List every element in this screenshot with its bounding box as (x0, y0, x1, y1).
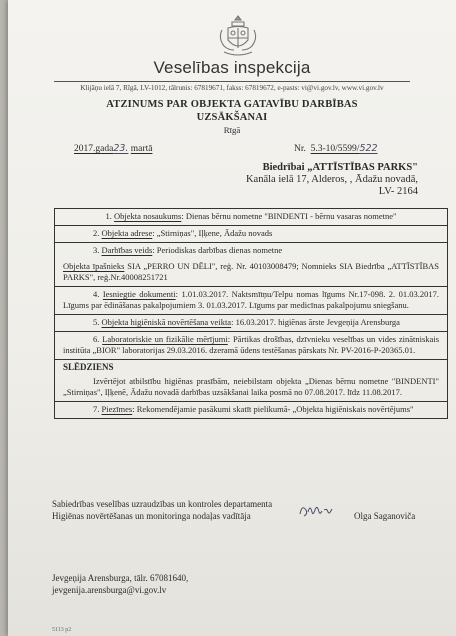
date-day-handwritten: 23. (113, 143, 129, 154)
document-title-line1: ATZINUMS PAR OBJEKTA GATAVĪBU DARBĪBAS (106, 99, 358, 110)
object-address-value: : „Stirniņas", Iļķene, Ādažu novads (152, 228, 273, 238)
recipient-address-line1: Kanāla ielā 17, Alderos, , Ādažu novadā, (245, 174, 418, 185)
number-handwritten: 522 (359, 143, 378, 154)
conclusion-text: Izvērtējot atbilstību higiēnas prasībām, neiebilstam objekta „Dienas bērnu nometne "BINDENTI" „Stirniņas", Iļķenē, Ādažu novadā darbības uzsākšanai laika posmā no 07.08.2017. līdz 11.08.2017. (63, 376, 439, 397)
recipient-address-line2: LV- 2164 (378, 186, 418, 197)
document-page (8, 0, 456, 636)
number-printed: 5.3-10/5599/ (310, 144, 360, 154)
submitted-documents-value: : 1.01.03.2017. Naktsmītņu/Telpu nomas līgums Nr.17-098. 2. 01.03.2017. Līgums par ēdināšanas pakalpojumiem 3. 01.03.2017. Līgums par medicīnas pakalpojumu sniegšanu. (63, 289, 439, 310)
department-line1: Sabiedrības veselības uzraudzības un kontroles departamenta (52, 499, 273, 509)
document-city: Rīgā (223, 125, 241, 135)
object-address-label: Objekta adrese (101, 228, 153, 238)
document-date (74, 143, 152, 154)
activity-type-label: Darbības veids (101, 245, 153, 255)
signatory-name: Olga Saganoviča (354, 511, 416, 521)
row-activity-type: 3. Darbības veids: Periodiskas darbības dienas nometne (93, 245, 283, 255)
object-name-label: Objekta nosaukums (114, 211, 182, 221)
document-number (294, 143, 378, 154)
activity-type-value: : Periodiskas darbības dienas nometne (152, 245, 283, 255)
recipient-block (246, 162, 418, 198)
object-owner-label: Objekta īpašnieks (63, 261, 125, 271)
notes-value: : Rekomendējamie pasākumi skatīt pielikumā- „Objekta higiēniskais novērtējums" (132, 404, 414, 414)
institution-name: Veselības inspekcija (153, 58, 311, 77)
handwritten-signature-icon (296, 500, 344, 520)
object-name-value: : Dienas bērnu nometne "BINDENTI - bērnu vasaras nometne" (181, 211, 397, 221)
hygiene-assessment-value: : 16.03.2017. higiēnas ārste Jevgeņija Arensburga (231, 317, 400, 327)
row-object-address: 2. Objekta adrese: „Stirniņas", Iļķene, Ādažu novads (55, 226, 447, 243)
submitted-documents-label: Iesniegtie dokumenti (102, 289, 176, 299)
notes-label: Piezīmes (101, 404, 133, 414)
signatory-department (52, 498, 272, 522)
recipient-name: Biedrībai „ATTĪSTĪBAS PARKS" (262, 162, 418, 173)
row-submitted-documents: 4. Iesniegtie dokumenti: 1.01.03.2017. Naktsmītņu/Telpu nomas līgums Nr.17-098. 2. 01.03.2017. Līgums par ēdināšanas pakalpojumiem 3. 01.03.2017. Līgums par medicīnas pakalpojumu sniegšanu. (55, 287, 447, 315)
contact-email: jevgenija.arensburga@vi.gov.lv (52, 585, 167, 595)
date-month: martā (130, 144, 153, 154)
contact-line1: Jevgeņija Arensburga, tālr. 67081640, (52, 573, 189, 583)
row-notes: 7. Piezīmes: Rekomendējamie pasākumi skatīt pielikumā- „Objekta higiēniskais novērtējums" (55, 402, 447, 419)
details-table (54, 208, 448, 419)
document-title-line2: UZSĀKŠANAI (196, 112, 268, 123)
row-lab-measurements: 6. Laboratoriskie un fizikālie mērījumi: Pārtikas drošības, dzīvnieku veselības un vides zinātniskais institūta „BIOR" laboratorijas 29.03.2016. dzeramā ūdens testēšanas pārskats Nr. PV-2016-P-20365.01. (55, 332, 447, 360)
row-object-owner (55, 259, 447, 287)
coat-of-arms-icon (214, 12, 262, 60)
conclusion-heading: SLĒDZIENS (63, 362, 114, 372)
department-line2: Higiēnas novērtēšanas un monitoringa nodaļas vadītāja (52, 511, 251, 521)
contact-person (52, 572, 188, 596)
row-object-name: 1. Objekta nosaukums: Dienas bērnu nometne "BINDENTI - bērnu vasaras nometne" (55, 209, 447, 226)
hygiene-assessment-label: Objekta higiēniskā novērtēšana veikta (101, 317, 232, 327)
number-label: Nr. (294, 144, 306, 154)
lab-measurements-value: : Pārtikas drošības, dzīvnieku veselības un vides zinātniskais institūta „BIOR" laboratorijas 29.03.2016. dzeramā ūdens testēšanas pārskats Nr. PV-2016-P-20365.01. (63, 334, 440, 355)
row-hygiene-assessment: 5. Objekta higiēniskā novērtēšana veikta: 16.03.2017. higiēnas ārste Jevgeņija Arensburga (55, 315, 447, 332)
lab-measurements-label: Laboratoriskie un fizikālie mērījumi (102, 334, 228, 344)
object-owner-value: SIA „PERRO UN DĒLI", reģ. Nr. 40103008479; Nomnieks SIA Biedrība „ATTĪSTĪBAS PARKS", reģ.Nr.40008251721 (63, 261, 440, 282)
footer-code: 5113 p2 (52, 627, 72, 633)
row-conclusion (55, 374, 447, 402)
date-prefix: 2017.gada (74, 144, 114, 154)
header-divider (54, 81, 410, 82)
institution-contacts: Klijāņu ielā 7, Rīgā, LV-1012, tālrunis: 67819671, fakss: 67819672, e-pasts: vi@vi.gov.lv, www.vi.gov.lv (80, 84, 384, 92)
